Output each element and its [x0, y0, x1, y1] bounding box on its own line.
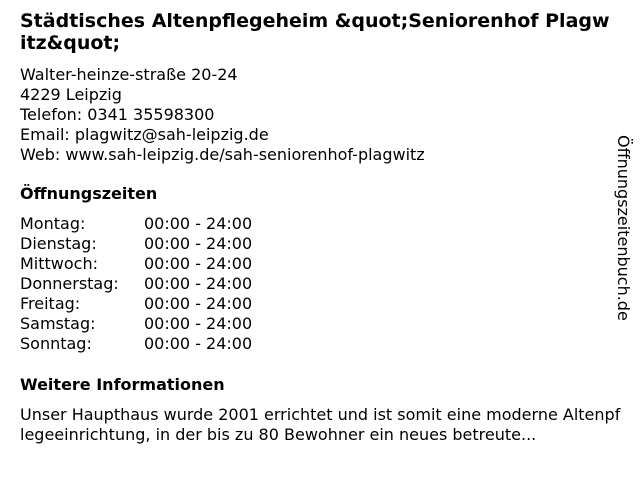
email-text: Email: plagwitz@sah-leipzig.de: [20, 125, 269, 144]
hours-day: Sonntag:: [20, 334, 92, 353]
page-title: Städtisches Altenpflegeheim &quot;Seniorenhof Plagwitz&quot;: [20, 10, 610, 54]
hours-day: Dienstag:: [20, 234, 97, 253]
hours-day: Freitag:: [20, 294, 81, 313]
hours-row-sunday: [20, 334, 252, 354]
brand-watermark: Öffnungszeitenbuch.de: [614, 135, 633, 321]
hours-time: 00:00 - 24:00: [144, 234, 253, 253]
hours-day: Mittwoch:: [20, 254, 98, 273]
more-info-heading: Weitere Informationen: [20, 375, 225, 394]
hours-time: 00:00 - 24:00: [144, 314, 253, 333]
address-city: 4229 Leipzig: [20, 85, 122, 104]
opening-hours-table: [20, 214, 252, 354]
hours-row-saturday: [20, 314, 252, 334]
web-text: Web: www.sah-leipzig.de/sah-seniorenhof-plagwitz: [20, 145, 425, 164]
phone-text: Telefon: 0341 35598300: [20, 105, 215, 124]
address-street: Walter-heinze-straße 20-24: [20, 65, 238, 84]
contact-block: [20, 65, 425, 165]
opening-hours-heading: Öffnungszeiten: [20, 184, 158, 203]
more-info-text: Unser Haupthaus wurde 2001 errichtet und ist somit eine moderne Altenpflegeeinrichtung, in der bis zu 80 Bewohner ein neues betreute...: [20, 405, 621, 444]
hours-row-friday: [20, 294, 252, 314]
hours-day: Samstag:: [20, 314, 96, 333]
hours-time: 00:00 - 24:00: [144, 274, 253, 293]
hours-day: Donnerstag:: [20, 274, 119, 293]
hours-time: 00:00 - 24:00: [144, 214, 253, 233]
hours-time: 00:00 - 24:00: [144, 254, 253, 273]
hours-row-monday: [20, 214, 252, 234]
hours-time: 00:00 - 24:00: [144, 334, 253, 353]
hours-day: Montag:: [20, 214, 86, 233]
hours-row-tuesday: [20, 234, 252, 254]
hours-time: 00:00 - 24:00: [144, 294, 253, 313]
hours-row-wednesday: [20, 254, 252, 274]
hours-row-thursday: [20, 274, 252, 294]
